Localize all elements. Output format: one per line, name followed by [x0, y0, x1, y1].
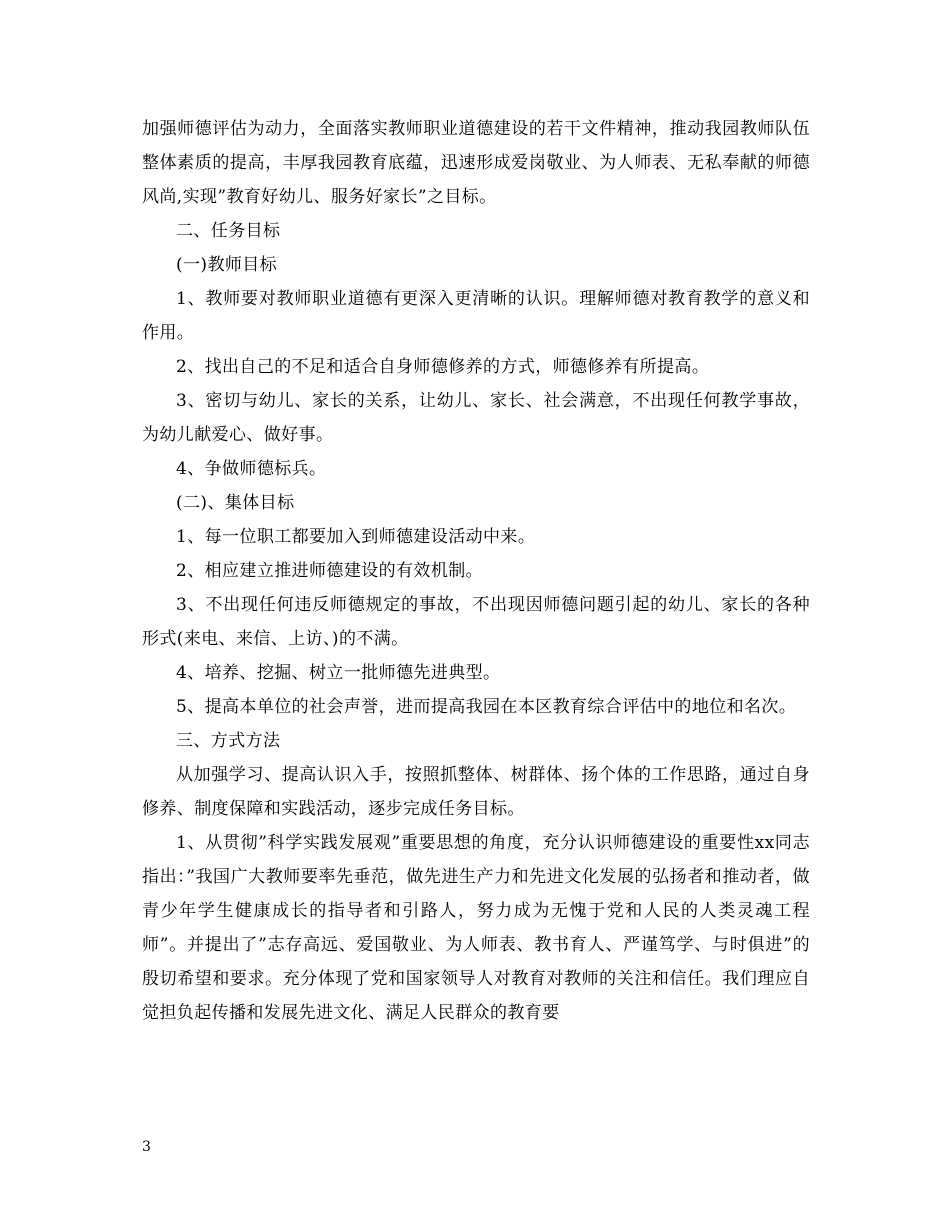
- paragraph: 从加强学习、提高认识入手，按照抓整体、树群体、扬个体的工作思路，通过自身修养、制度保障和实践活动，逐步完成任务目标。: [142, 765, 810, 819]
- subsection-heading: (一)教师目标: [176, 255, 278, 275]
- document-body: [142, 112, 810, 1030]
- list-item: 3、密切与幼儿、家长的关系，让幼儿、家长、社会满意，不出现任何教学事故，为幼儿献爱心、做好事。: [142, 391, 810, 445]
- list-item: 3、不出现任何违反师德规定的事故，不出现因师德问题引起的幼儿、家长的各种形式(来电、来信、上访、)的不满。: [142, 595, 810, 649]
- list-item: 1、每一位职工都要加入到师德建设活动中来。: [176, 527, 536, 547]
- page-number: 3: [142, 1139, 151, 1155]
- subsection-heading: (二)、集体目标: [176, 493, 295, 513]
- list-item: 1、教师要对教师职业道德有更深入更清晰的认识。理解师德对教育教学的意义和作用。: [142, 289, 810, 343]
- paragraph: 加强师德评估为动力，全面落实教师职业道德建设的若干文件精神，推动我园教师队伍整体素质的提高，丰厚我园教育底蕴，迅速形成爱岗敬业、为人师表、无私奉献的师德风尚,实现”教育好幼儿、服务好家长”之目标。: [142, 119, 810, 207]
- list-item: 5、提高本单位的社会声誉，进而提高我园在本区教育综合评估中的地位和名次。: [176, 697, 797, 717]
- list-item: 2、相应建立推进师德建设的有效机制。: [176, 561, 484, 581]
- list-item: 2、找出自己的不足和适合自身师德修养的方式，师德修养有所提高。: [176, 357, 710, 377]
- list-item: 1、从贯彻”科学实践发展观”重要思想的角度，充分认识师德建设的重要性xx同志指出：”我国广大教师要率先垂范，做先进生产力和先进文化发展的弘扬者和推动者，做青少年学生健康成长的指导者和引路人，努力成为无愧于党和人民的人类灵魂工程师”。并提出了”志存高远、爱国敬业、为人师表、教书育人、严谨笃学、与时俱进”的殷切希望和要求。充分体现了党和国家领导人对教育对教师的关注和信任。我们理应自觉担负起传播和发展先进文化、满足人民群众的教育要: [142, 833, 810, 1023]
- section-heading: 二、任务目标: [176, 221, 281, 241]
- list-item: 4、培养、挖掘、树立一批师德先进典型。: [176, 663, 501, 683]
- section-heading: 三、方式方法: [176, 731, 281, 751]
- list-item: 4、争做师德标兵。: [176, 459, 327, 479]
